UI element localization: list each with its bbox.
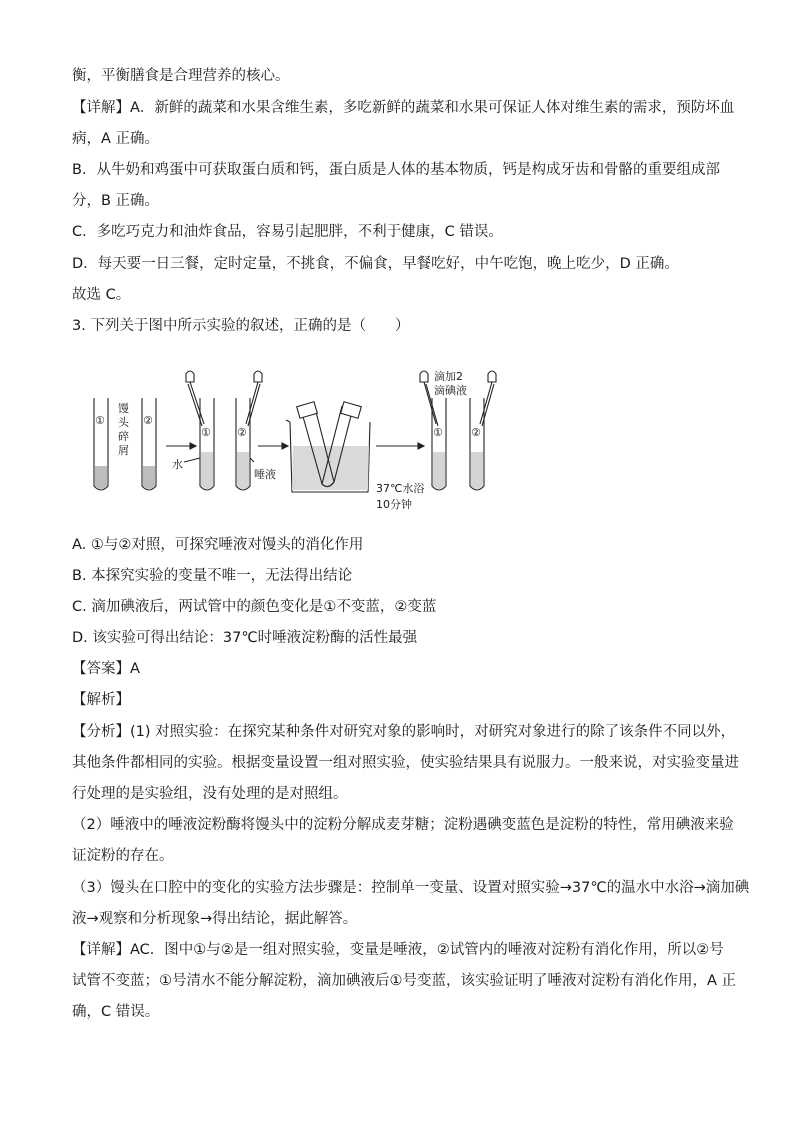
- mantou-contents: [95, 466, 107, 489]
- dropper: [488, 371, 496, 382]
- experiment-diagram: [86, 366, 506, 514]
- text-line: 行处理的是实验组，没有处理的是对照组。: [72, 786, 348, 802]
- dropper: [186, 371, 194, 382]
- text-line: （2）唾液中的唾液淀粉酶将馒头中的淀粉分解成麦芽糖；淀粉遇碘变蓝色是淀粉的特性，常用碘液来验: [72, 817, 734, 833]
- tube-2-label: ②: [237, 426, 247, 439]
- text-line: 衡，平衡膳食是合理营养的核心。: [72, 68, 290, 84]
- dropper: [254, 371, 262, 382]
- mantou-label: 馒 头 碎 屑: [118, 402, 129, 457]
- option-b: B. 本探究实验的变量不唯一，无法得出结论: [72, 568, 353, 584]
- iodine-label: 滴加2 滴碘液: [434, 370, 467, 397]
- text-line: 证淀粉的存在。: [72, 848, 174, 864]
- analysis-heading: 【解析】: [72, 692, 130, 708]
- experiment-figure: [86, 366, 506, 514]
- text-line: 病，A 正确。: [72, 131, 160, 147]
- tube-1-label: ①: [95, 414, 105, 427]
- option-d: D. 该实验可得出结论：37℃时唾液淀粉酶的活性最强: [72, 630, 418, 646]
- text-line: 【详解】A．新鲜的蔬菜和水果含维生素，多吃新鲜的蔬菜和水果可保证人体对维生素的需求，预防坏血: [72, 100, 735, 116]
- text-line: 【详解】AC．图中①与②是一组对照实验，变量是唾液，②试管内的唾液对淀粉有消化作用，所以②号: [72, 942, 724, 958]
- option-c: C. 滴加碘液后，两试管中的颜色变化是①不变蓝，②变蓝: [72, 599, 437, 615]
- text-line: D．每天要一日三餐，定时定量，不挑食，不偏食，早餐吃好，中午吃饱，晚上吃少，D 正确。: [72, 256, 679, 272]
- text-line: 确，C 错误。: [72, 1004, 160, 1020]
- tube-2-label: ②: [143, 414, 153, 427]
- bath-duration-label: 10分钟: [376, 498, 412, 511]
- text-line: B．从牛奶和鸡蛋中可获取蛋白质和钙，蛋白质是人体的基本物质，钙是构成牙齿和骨骼的重要组成部: [72, 162, 720, 178]
- text-line: 故选 C。: [72, 287, 131, 303]
- dropper: [420, 371, 428, 382]
- answer-line: 【答案】A: [72, 661, 140, 677]
- saliva-label: 唾液: [254, 468, 276, 481]
- option-a: A. ①与②对照，可探究唾液对馒头的消化作用: [72, 537, 364, 553]
- text-line: 试管不变蓝；①号清水不能分解淀粉，滴加碘液后①号变蓝，该实验证明了唾液对淀粉有消化作用，A 正: [72, 973, 737, 989]
- text-line: C．多吃巧克力和油炸食品，容易引起肥胖，不利于健康，C 错误。: [72, 224, 503, 240]
- text-line: 液→观察和分析现象→得出结论，据此解答。: [72, 911, 358, 927]
- text-line: 【分析】(1) 对照实验：在探究某种条件对研究对象的影响时，对研究对象进行的除了该条件不同以外，: [72, 724, 736, 740]
- bath-temperature-label: 37℃水浴: [376, 482, 425, 495]
- text-line: （3）馒头在口腔中的变化的实验方法步骤是：控制单一变量、设置对照实验→37℃的温水中水浴→滴加碘: [72, 880, 750, 896]
- text-line: 分，B 正确。: [72, 193, 160, 209]
- tube-2-label: ②: [471, 426, 481, 439]
- tube-1-label: ①: [433, 426, 443, 439]
- tube-1-label: ①: [201, 426, 211, 439]
- water-label: 水: [172, 458, 183, 471]
- question-3-stem: 3. 下列关于图中所示实验的叙述，正确的是（ ）: [72, 318, 410, 334]
- text-line: 其他条件都相同的实验。根据变量设置一组对照实验，使实验结果具有说服力。一般来说，对实验变量进: [72, 755, 739, 771]
